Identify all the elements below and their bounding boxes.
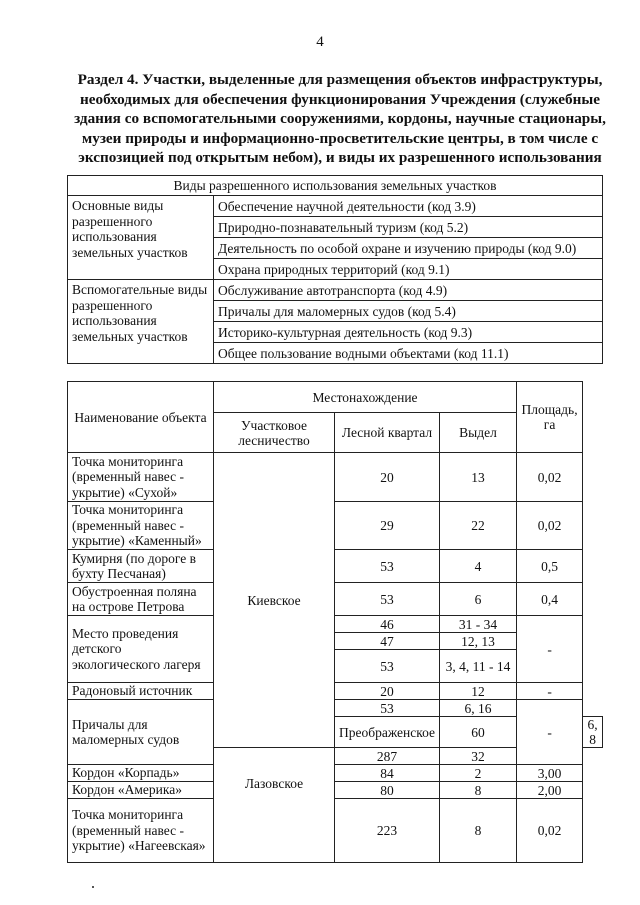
use-item: Деятельность по особой охране и изучению природы (код 9.0): [214, 238, 603, 259]
object-name: Радоновый источник: [68, 683, 214, 700]
forestry-cell: Лазовское: [214, 748, 335, 863]
division-cell: 32: [440, 748, 517, 765]
scan-speck: [92, 886, 94, 888]
use-item: Историко-культурная деятельность (код 9.3): [214, 322, 603, 343]
quarter-cell: 53: [335, 650, 440, 683]
division-cell: 12, 13: [440, 633, 517, 650]
use-item: Природно-познавательный туризм (код 5.2): [214, 217, 603, 238]
quarter-cell: 223: [335, 799, 440, 863]
division-cell: 8: [440, 799, 517, 863]
quarter-cell: 53: [335, 583, 440, 616]
col-header-name: Наименование объекта: [68, 382, 214, 453]
quarter-cell: 20: [335, 683, 440, 700]
area-cell: 3,00: [517, 765, 583, 782]
division-cell: 8: [440, 782, 517, 799]
quarter-cell: 20: [335, 453, 440, 502]
page-number: 4: [316, 34, 324, 50]
table-row: [68, 765, 603, 782]
quarter-cell: 46: [335, 616, 440, 633]
object-name: Точка мониторинга (временный навес - укрытие) «Сухой»: [68, 453, 214, 502]
table-row: [68, 583, 603, 616]
table-row: [68, 502, 603, 550]
division-cell: 22: [440, 502, 517, 550]
object-name: Место проведения детского экологического лагеря: [68, 616, 214, 683]
primary-uses-category: Основные виды разрешенного использования земельных участков: [68, 196, 214, 280]
quarter-cell: 47: [335, 633, 440, 650]
table-row: [68, 700, 603, 717]
table-row: [68, 799, 603, 863]
division-cell: 6: [440, 583, 517, 616]
auxiliary-uses-category: Вспомогательные виды разрешенного использования земельных участков: [68, 280, 214, 364]
infrastructure-objects-table: [67, 381, 603, 863]
table-row: [68, 616, 603, 633]
area-cell: 0,02: [517, 453, 583, 502]
division-cell: 4: [440, 550, 517, 583]
col-header-quarter: Лесной квартал: [335, 413, 440, 453]
forestry-cell: Преображенское: [335, 717, 440, 748]
area-cell: 0,02: [517, 799, 583, 863]
division-cell: 6, 16: [440, 700, 517, 717]
section-title: Раздел 4. Участки, выделенные для размещения объектов инфраструктуры, необходимых для обеспечения функционирования Учреждения (служебные здания со вспомогательными сооружениями, кордоны, научные стационары, музеи природы и информационно-просветительские центры, в том числе с экспозицией под открытым небом), и виды их разрешенного использования: [74, 71, 606, 167]
permitted-uses-header: Виды разрешенного использования земельных участков: [68, 176, 603, 196]
col-header-location: Местонахождение: [214, 382, 517, 413]
col-header-area: Площадь, га: [517, 382, 583, 453]
quarter-cell: 60: [440, 717, 517, 748]
use-item: Охрана природных территорий (код 9.1): [214, 259, 603, 280]
object-name: Точка мониторинга (временный навес - укрытие) «Каменный»: [68, 502, 214, 550]
quarter-cell: 84: [335, 765, 440, 782]
object-name: Обустроенная поляна на острове Петрова: [68, 583, 214, 616]
division-cell: 6, 8: [583, 717, 603, 748]
use-item: Общее пользование водными объектами (код 11.1): [214, 343, 603, 364]
division-cell: 12: [440, 683, 517, 700]
area-cell: 0,5: [517, 550, 583, 583]
object-name: Точка мониторинга (временный навес - укрытие) «Нагеевская»: [68, 799, 214, 863]
use-item: Обслуживание автотранспорта (код 4.9): [214, 280, 603, 301]
area-cell: -: [517, 700, 583, 765]
area-cell: 2,00: [517, 782, 583, 799]
quarter-cell: 80: [335, 782, 440, 799]
quarter-cell: 53: [335, 550, 440, 583]
quarter-cell: 287: [335, 748, 440, 765]
col-header-division: Выдел: [440, 413, 517, 453]
object-name: Причалы для маломерных судов: [68, 700, 214, 765]
division-cell: 2: [440, 765, 517, 782]
permitted-uses-table: [67, 175, 603, 364]
table-row: [68, 550, 603, 583]
area-cell: -: [517, 683, 583, 700]
object-name: Кумирня (по дороге в бухту Песчаная): [68, 550, 214, 583]
division-cell: 13: [440, 453, 517, 502]
quarter-cell: 29: [335, 502, 440, 550]
quarter-cell: 53: [335, 700, 440, 717]
division-cell: 3, 4, 11 - 14: [440, 650, 517, 683]
use-item: Причалы для маломерных судов (код 5.4): [214, 301, 603, 322]
object-name: Кордон «Америка»: [68, 782, 214, 799]
forestry-cell: Киевское: [214, 453, 335, 748]
use-item: Обеспечение научной деятельности (код 3.9): [214, 196, 603, 217]
division-cell: 31 - 34: [440, 616, 517, 633]
area-cell: 0,4: [517, 583, 583, 616]
col-header-forestry: Участковое лесничество: [214, 413, 335, 453]
object-name: Кордон «Корпадь»: [68, 765, 214, 782]
area-cell: 0,02: [517, 502, 583, 550]
table-row: [68, 782, 603, 799]
table-row: [68, 683, 603, 700]
table-row: [68, 453, 603, 502]
area-cell: -: [517, 616, 583, 683]
